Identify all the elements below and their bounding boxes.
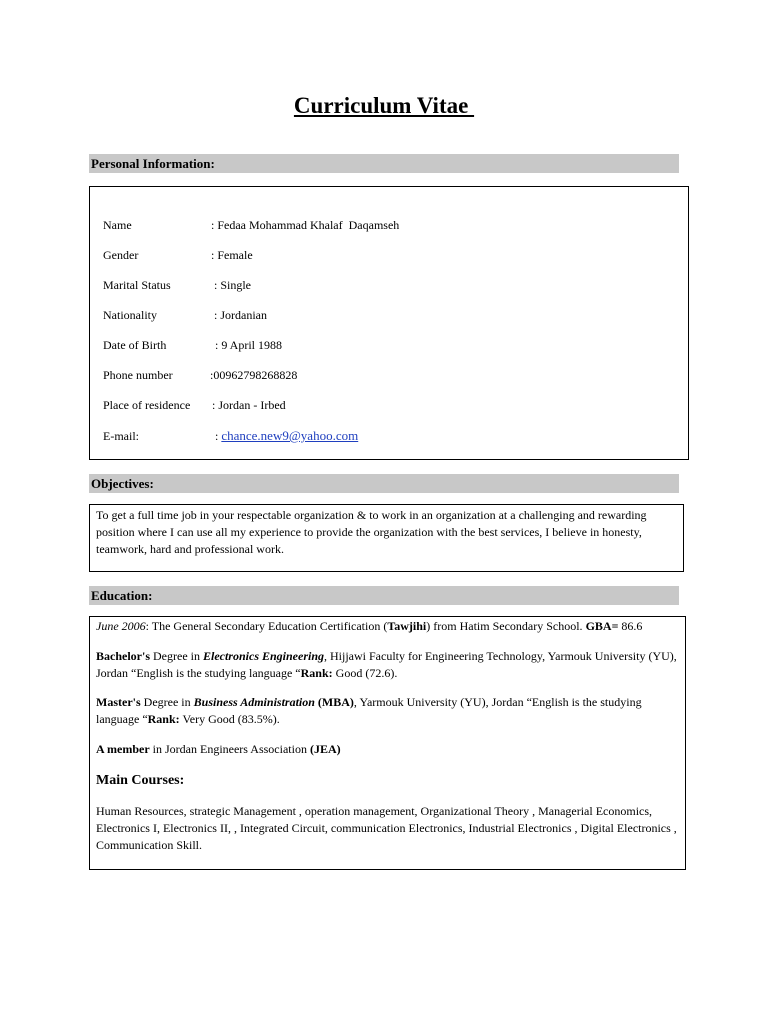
courses-text: Human Resources, strategic Management , operation management, Organizational Theory , Managerial Economics, Electronics I, Electronics II, , Integrated Circuit, communication Electronics, Industrial Electronics , Digital Electronics , Communication Skill. [96,804,677,852]
text: Good (72.6). [332,666,398,680]
text: : The General Secondary Education Certification ( [145,619,388,633]
bold-text: (MBA) [314,695,354,709]
text: Very Good (83.5%). [179,712,280,726]
section-heading-objectives: Objectives: [89,474,679,493]
text: in Jordan Engineers Association [149,742,310,756]
bold-text: GBA= [585,619,619,633]
education-box [89,616,686,870]
info-value: : Single [211,278,252,292]
info-value: : Jordan - Irbed [212,398,286,412]
text: Degree in [150,649,203,663]
info-label: Name [103,218,132,232]
bold-text: Tawjihi [387,619,427,633]
info-label: Place of residence [103,398,191,412]
objectives-box [89,504,684,572]
education-master [96,694,679,728]
education-member [96,741,679,758]
text: ) from Hatim Secondary School. [426,619,586,633]
education-bachelor [96,648,679,682]
bold-text: A member [96,742,150,756]
education-secondary [96,618,679,635]
date: June 2006 [96,619,146,633]
info-value: : Jordanian [211,308,267,322]
bold-text: Master's [96,695,141,709]
section-heading-personal: Personal Information: [89,154,679,173]
major: Business Administration [193,695,315,709]
info-value [212,429,358,443]
bold-text: Rank: [147,712,180,726]
text: , Yarmouk University (YU), Jordan “English is the studying language “ [96,695,642,726]
bold-text: Bachelor's [96,649,150,663]
info-value: : Female [211,248,253,262]
major: Electronics Engineering [202,649,324,663]
info-label: Date of Birth [103,338,167,352]
section-heading-education: Education: [89,586,679,605]
page-title: Curriculum Vitae [293,93,475,118]
text: , Hijjawi Faculty for Engineering Technology, Yarmouk University (YU), Jordan “English is the studying language “ [96,649,677,680]
info-label: Phone number [103,368,173,382]
bold-text: (JEA) [309,742,341,756]
info-value: : Fedaa Mohammad Khalaf Daqamseh [211,218,400,232]
courses-heading: Main Courses: [96,773,185,788]
bold-text: Rank: [300,666,333,680]
email-prefix: : [212,429,222,443]
objectives-text: To get a full time job in your respectable organization & to work in an organization at a challenging and rewarding position where I can use all my experience to provide the organization with the best services, I believe in honesty, teamwork, hard and professional work. [96,508,647,556]
info-label: E-mail: [103,429,139,443]
info-label: Gender [103,248,139,262]
personal-info-box [89,186,689,460]
info-value: : 9 April 1988 [212,338,283,352]
email-link[interactable]: chance.new9@yahoo.com [221,428,359,443]
text: Degree in [140,695,194,709]
info-label: Marital Status [103,278,171,292]
text: 86.6 [618,619,643,633]
info-value: :00962798268828 [210,368,298,382]
info-label: Nationality [103,308,157,322]
